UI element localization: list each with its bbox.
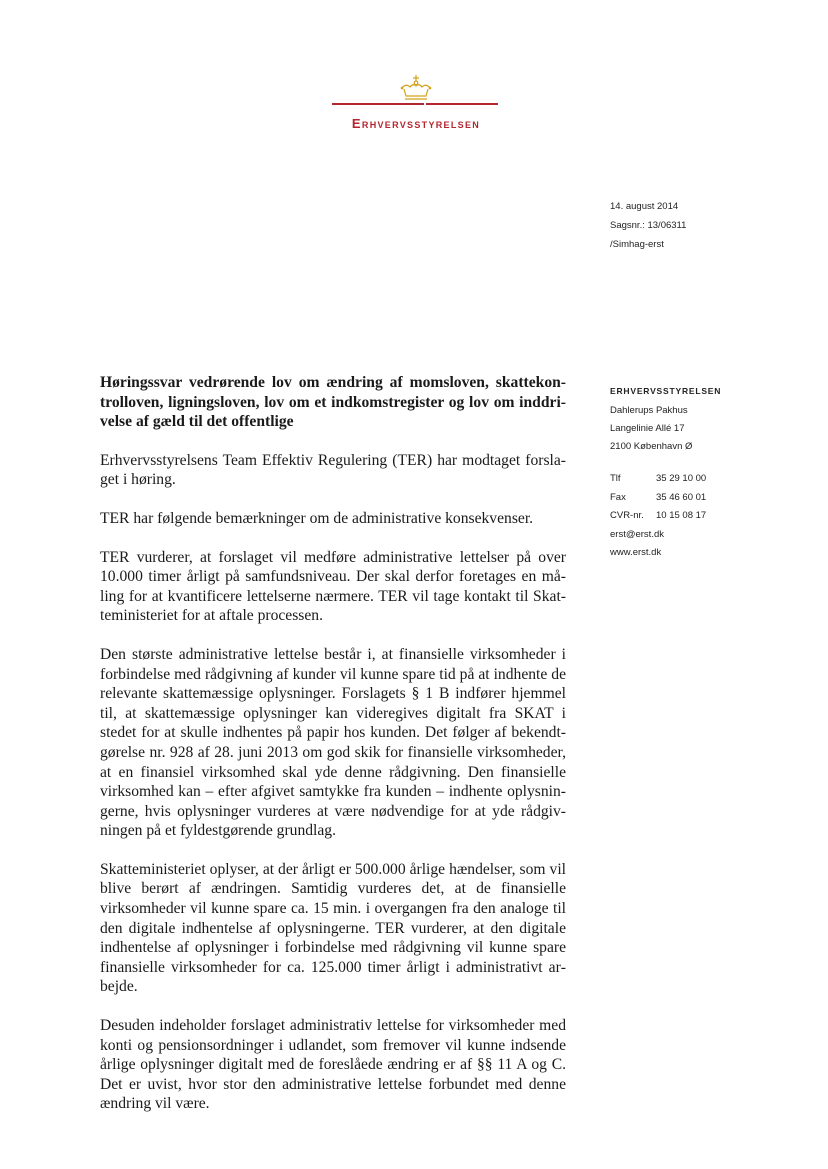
brand-name: Erhvervsstyrelsen xyxy=(351,116,481,131)
letter-body xyxy=(100,373,566,1133)
crown-icon xyxy=(396,74,436,104)
letter-heading: Høringssvar vedrørende lov om ændring af momsloven, skattekontrolloven, ligningsloven, lov om et indkomstregister og lov om inddrivelse af gæld til det offentlige xyxy=(100,374,566,431)
phone-row xyxy=(610,470,820,489)
body-paragraph: Desuden indeholder forslaget administrativ lettelse for virksomheder med konti og pensionsordninger i udlandet, som fremover vil kunne indsende årlige oplysninger digitalt med de foreslåede ændring er af §§ 11 A og C. Det er uvist, hvor stor den administrative lettelse forbundet med denne ændring vil være. xyxy=(100,1017,566,1113)
sender-block xyxy=(610,384,820,563)
body-paragraph: Den største administrative lettelse består i, at finansielle virksomheder i forbindelse med rådgivning af kunder vil kunne spare tid på at indhente de relevante skattemæssige oplysninger. Forslagets § 1 B indfører hjemmel til, at skattemæssige oplysninger kan videregives digitalt fra SKAT i stedet for at skulle indhentes på papir hos kunden. Det følger af bekendtgørelse nr. 928 af 28. juni 2013 om god skik for finansielle virksomheder, at en finansiel virksomhed skal yde denne rådgivning. Den finansielle virksomhed kan – efter afgivet samtykke fra kunden – indhente oplysningerne, hvis oplysninger vurderes at være nødvendige for at yde rådgivningen på et fyldestgørende grundlag. xyxy=(100,645,566,840)
email-link[interactable]: erst@erst.dk xyxy=(610,528,664,540)
website-link[interactable]: www.erst.dk xyxy=(610,547,662,558)
phone-label: Tlf xyxy=(610,473,621,484)
fax-label: Fax xyxy=(610,491,626,503)
logo-rule-left xyxy=(332,103,424,105)
document-meta xyxy=(610,197,686,254)
logo-rule-right xyxy=(426,103,498,105)
body-paragraph: Skatteministeriet oplyser, at der årligt er 500.000 årlige hændelser, som vil blive berørt af ændringen. Samtidig vurderes det, at de finansielle virksomheder vil kunne spare ca. 15 min. i overgangen fra den analoge til den digitale indhentelse af oplysningerne. TER vurderer, at den digitale indhentelse af oplysninger i forbindelse med rådgivning vil kunne spare finansielle virksomheder for ca. 125.000 timer årligt i administrativt arbejde. xyxy=(100,860,566,996)
case-number: Sagsnr.: 13/06311 xyxy=(610,220,687,231)
cvr-label: CVR-nr. xyxy=(610,510,644,521)
body-paragraph: TER har følgende bemærkninger om de administrative konsekvenser. xyxy=(100,509,534,527)
body-paragraph: Erhvervsstyrelsens Team Effektiv Regulering (TER) har modtaget forslaget i høring. xyxy=(100,451,566,489)
cvr-row xyxy=(610,507,820,526)
document-date: 14. august 2014 xyxy=(610,201,679,212)
body-paragraph: TER vurderer, at forslaget vil medføre administrative lettelser på over 10.000 timer årligt på samfundsniveau. Der skal derfor foretages en måling for at kvantificere lettelserne nærmere. TER vil tage kontakt til Skatteministeriet for at aftale processen. xyxy=(100,548,566,625)
cvr-value: 10 15 08 17 xyxy=(656,510,707,521)
address-line: Dahlerups Pakhus xyxy=(610,405,688,416)
address-line: Langelinie Allé 17 xyxy=(610,423,685,434)
phone-value: 35 29 10 00 xyxy=(656,473,707,484)
address-line: 2100 København Ø xyxy=(610,441,693,452)
fax-value: 35 46 60 01 xyxy=(656,491,707,503)
reference: /Simhag-erst xyxy=(610,239,664,250)
fax-row xyxy=(610,489,820,508)
sender-org: ERHVERVSSTYRELSEN xyxy=(610,386,722,396)
